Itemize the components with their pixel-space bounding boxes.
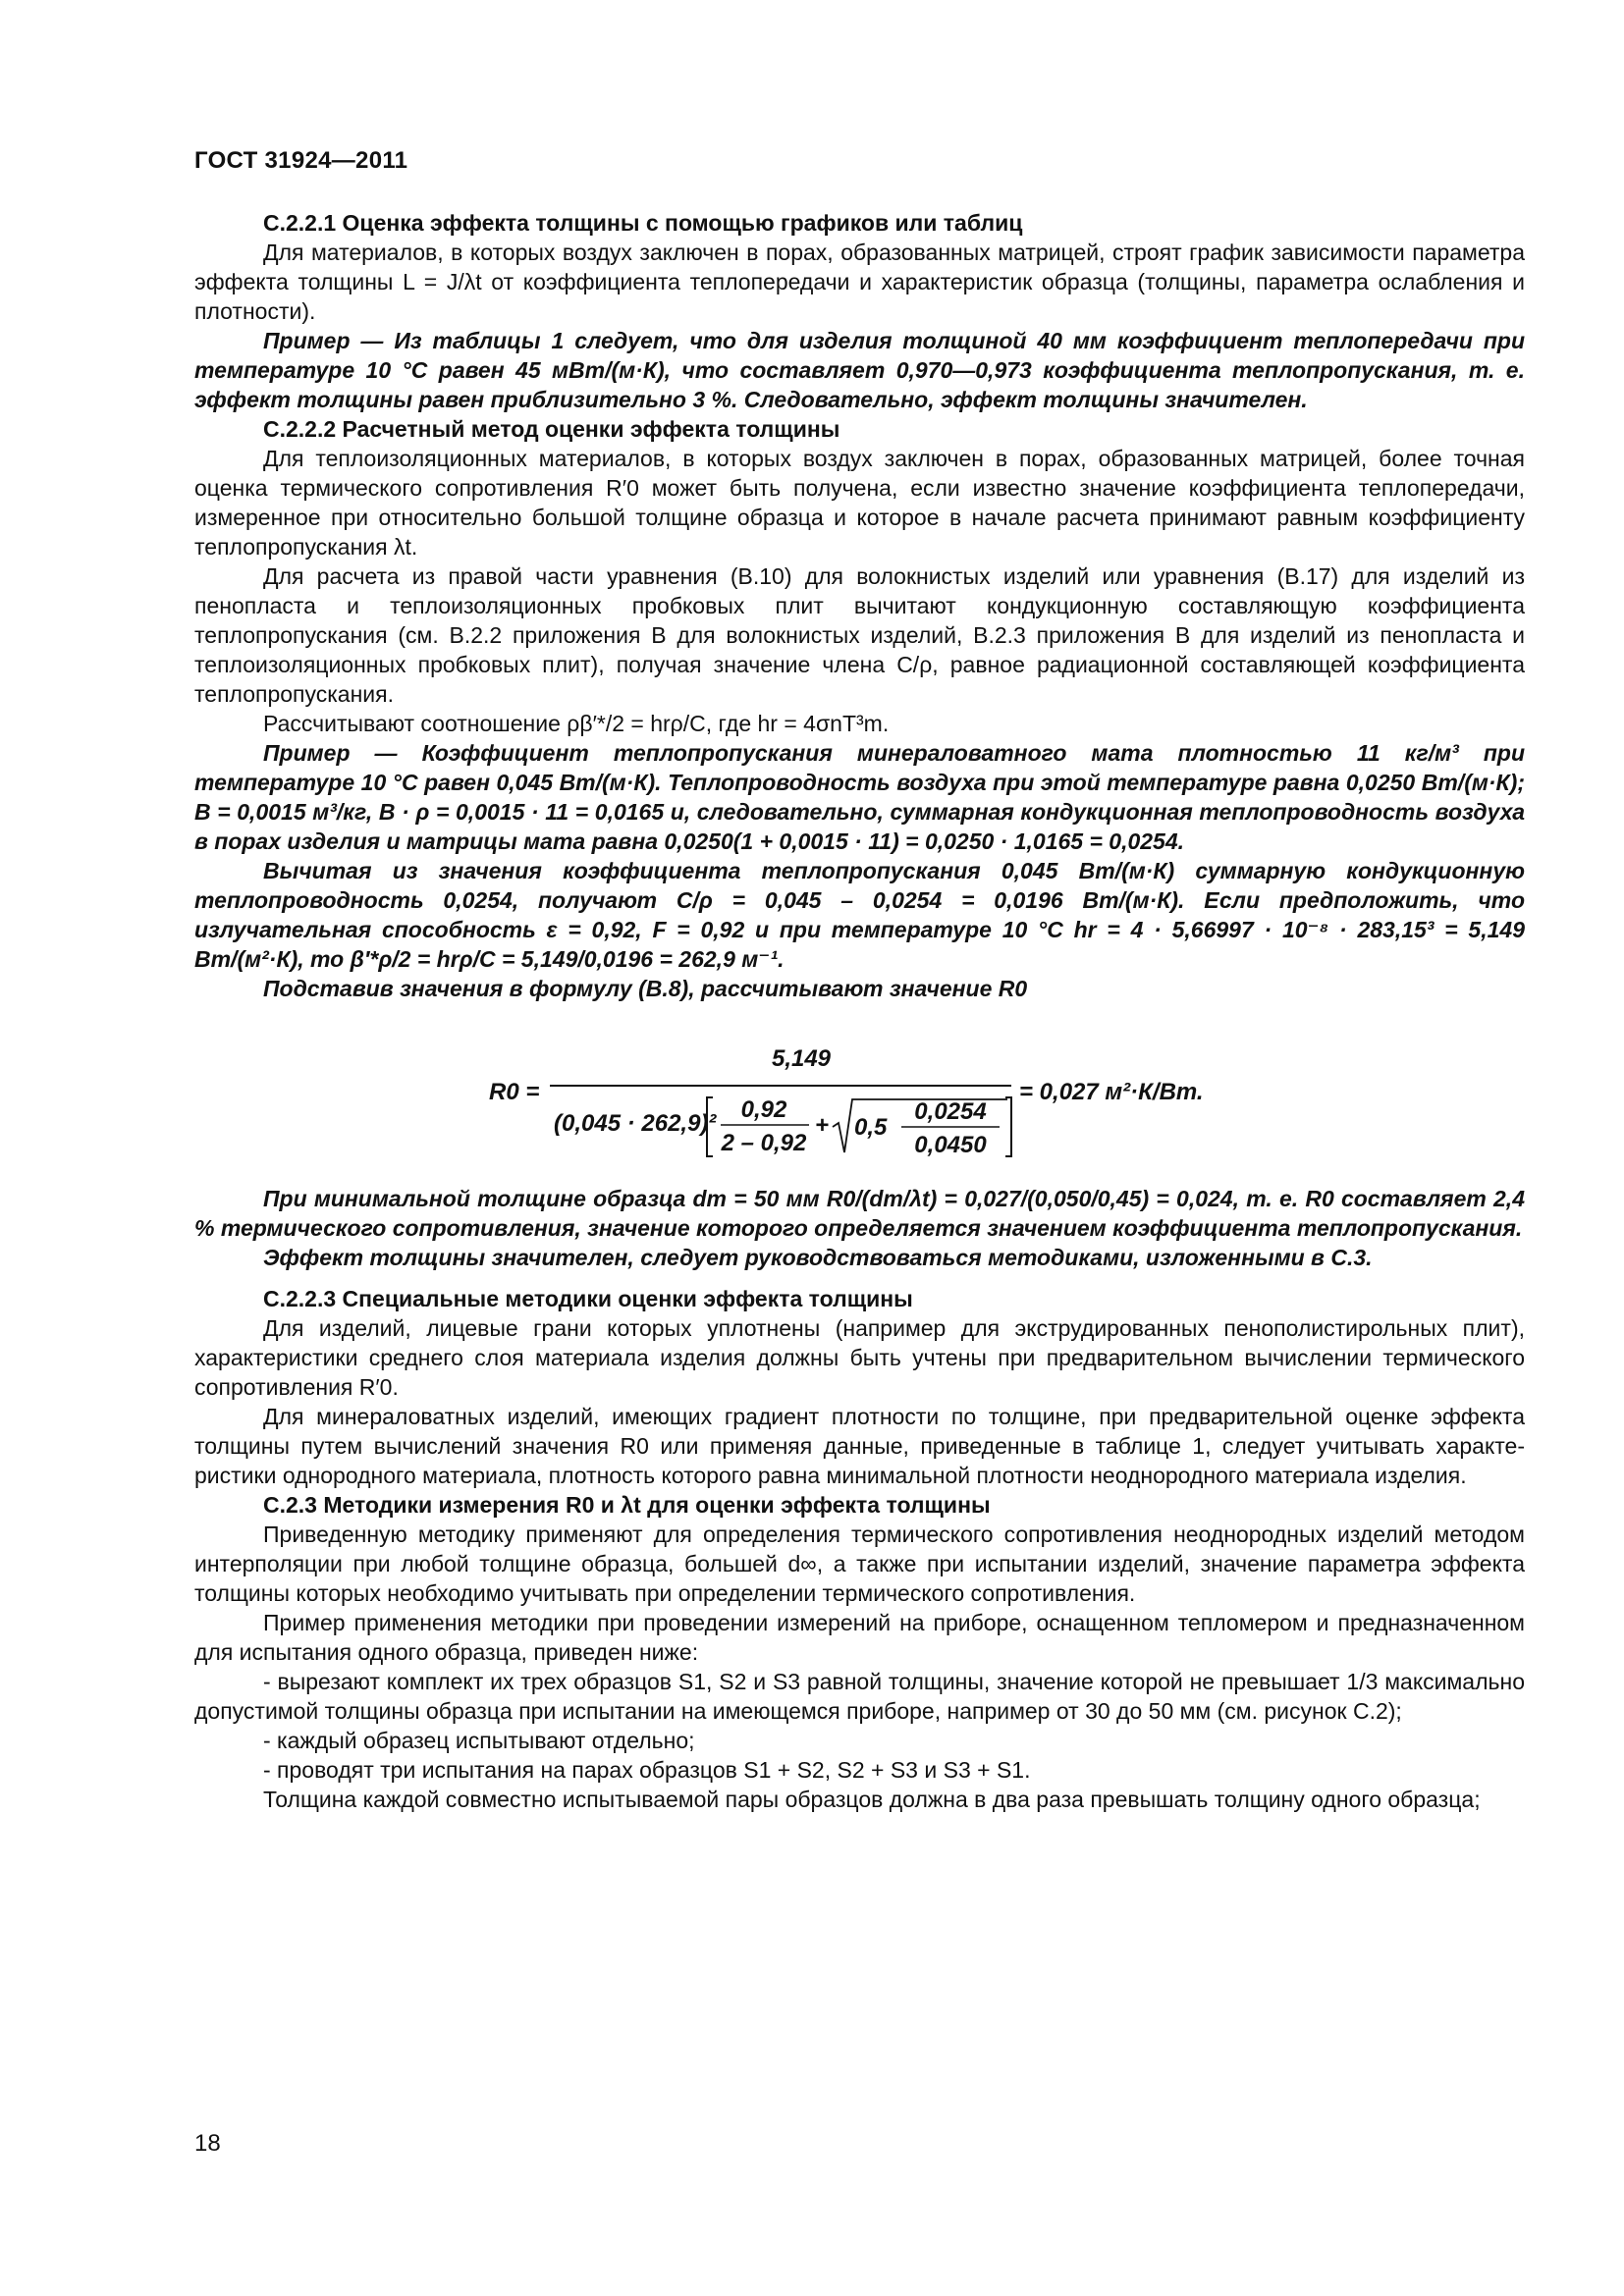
example-paragraph: Пример — Из таблицы 1 следует, что для изделия толщиной 40 мм коэффициент теплопередачи при температуре 10 °С равен 45 мВт/(м·К), что составляет 0,970—0,973 коэффициента теплопропускания, т. е. эффект толщины равен приблизительно 3 %. Следовательно, эффект толщины значителен. bbox=[194, 328, 1525, 412]
formula-numerator: 5,149 bbox=[771, 1045, 832, 1072]
paragraph: Для материалов, в которых воздух заключен в порах, образованных матрицей, строят график зависимости параметра эффекта толщины L = J/λt от коэффициента теплопередачи и характеристик образца (толщины, параметра ослабления и плотности). bbox=[194, 240, 1525, 324]
formula-factor: (0,045 · 262,9)² bbox=[554, 1110, 717, 1137]
formula-lhs: R0 = bbox=[489, 1079, 540, 1105]
paragraph: Для изделий, лицевые грани которых уплотнены (например для экструдированных пенополистирольных плит), характеристики среднего слоя материала изделия должны быть учтены при предварительном вычислении термического сопротивления R′0. bbox=[194, 1315, 1525, 1400]
page-number: 18 bbox=[194, 2130, 221, 2157]
paragraph: Толщина каждой совместно испытываемой пары образцов должна в два раза превышать толщину одного образца; bbox=[263, 1787, 1481, 1812]
document-body bbox=[194, 208, 1525, 1814]
section-heading-c2-3: С.2.3 Методики измерения R0 и λt для оценки эффекта толщины bbox=[263, 1492, 991, 1518]
formula-sqrt-coefficient: 0,5 bbox=[854, 1114, 888, 1141]
paragraph: Приведенную методику применяют для определения термического сопротивления неоднородных изделий методом интерполяции при любой толщине образца, большей d∞, а также при испытании изделий, значение параметра эффекта толщины которых необходимо учитывать при определении термического сопротивления. bbox=[194, 1522, 1525, 1606]
paragraph: Рассчитывают соотношение ρβ′*/2 = hrρ/C, где hr = 4σnT³m. bbox=[263, 711, 890, 736]
paragraph: Пример применения методики при проведении измерений на приборе, оснащенном тепломером и предназначенном для испытания одного образца, приведен ниже: bbox=[194, 1610, 1525, 1665]
formula-graphic bbox=[194, 1017, 1525, 1164]
list-item: - проводят три испытания на парах образцов S1 + S2, S2 + S3 и S3 + S1. bbox=[263, 1757, 1031, 1783]
formula-sqrt-numerator: 0,0254 bbox=[914, 1098, 987, 1125]
formula-right-bracket bbox=[1005, 1097, 1011, 1156]
example-paragraph: Пример — Коэффициент теплопропускания минераловатного мата плотностью 11 кг/м³ при температуре 10 °С равен 0,045 Вт/(м·К). Теплопроводность воздуха при этой температуре равна 0,0250 Вт/(м·К); B = 0,0015 м³/кг, B · ρ = 0,0015 · 11 = 0,0165 и, следовательно, суммарная кондукционная теплопроводность воздуха в порах изделия и матрицы мата равна 0,0250(1 + 0,0015 · 11) = 0,0250 · 1,0165 = 0,0254. bbox=[194, 740, 1525, 854]
paragraph: Для теплоизоляционных материалов, в которых воздух заключен в порах, образованных матрицей, более точная оценка термического сопротивления R′0 может быть получена, если известно значение коэффициента теплопередачи, измеренное при относительно большой толщине образца и которое в начале расчета принимают равным коэффициенту теплопропускания λt. bbox=[194, 446, 1525, 560]
list-item: - каждый образец испытывают отдельно; bbox=[263, 1728, 695, 1753]
section-heading-c2-2-3: С.2.2.3 Специальные методики оценки эффекта толщины bbox=[263, 1286, 913, 1311]
example-paragraph: Вычитая из значения коэффициента теплопропускания 0,045 Вт/(м·К) суммарную кондукционную теплопроводность 0,0254, получают C/ρ = 0,045 – 0,0254 = 0,0196 Вт/(м·К). Если предположить, что излучательная способность ε = 0,92, F = 0,92 и при температуре 10 °С hr = 4 · 5,66997 · 10⁻⁸ · 283,15³ = 5,149 Вт/(м²·К), то β′*ρ/2 = hrρ/C = 5,149/0,0196 = 262,9 м⁻¹. bbox=[194, 858, 1525, 972]
formula-plus: + bbox=[815, 1112, 830, 1139]
section-heading-c2-2-2: С.2.2.2 Расчетный метод оценки эффекта толщины bbox=[263, 416, 840, 442]
formula-r0 bbox=[194, 1017, 1525, 1164]
formula-inner-denominator: 2 – 0,92 bbox=[721, 1130, 807, 1156]
formula-sqrt-denominator: 0,0450 bbox=[914, 1132, 987, 1158]
list-item: - вырезают комплект их трех образцов S1, S2 и S3 равной толщины, значение которой не превышает 1/3 максимально допустимой толщины образца при испытании на имеющемся приборе, например от 30 до 50 мм (см. рисунок С.2); bbox=[194, 1669, 1525, 1724]
section-heading-c2-2-1: С.2.2.1 Оценка эффекта толщины с помощью графиков или таблиц bbox=[263, 210, 1023, 236]
example-paragraph: Подставив значения в формулу (В.8), рассчитывают значение R0 bbox=[263, 976, 1028, 1001]
document-header: ГОСТ 31924—2011 bbox=[194, 147, 408, 174]
example-paragraph: При минимальной толщине образца dm = 50 мм R0/(dm/λt) = 0,027/(0,050/0,45) = 0,024, т. е. R0 составляет 2,4 % термического сопротивления, значение которого определяется значением коэффициента теплопропускания. bbox=[194, 1186, 1525, 1241]
formula-inner-numerator: 0,92 bbox=[740, 1096, 787, 1123]
paragraph: Для расчета из правой части уравнения (В.10) для волокнистых изделий или уравнения (В.17) для изделий из пенопласта и теплоизоляционных пробковых плит вычитают кондукционную составляющую коэффициента теплопропускания (см. В.2.2 приложения В для волокнистых изделий, В.2.3 приложения В для изделий из пенопласта и теплоизоляционных пробковых плит), получая значение члена C/ρ, равное радиационной составляющей коэффициента теплопропускания. bbox=[194, 563, 1525, 707]
paragraph: Для минераловатных изделий, имеющих градиент плотности по толщине, при предварительной оценке эффекта толщины путем вычислений значения R0 или применяя данные, приведенные в таблице 1, следует учитывать характе-ристики однородного материала, плотность которого равна минимальной плотности неоднородного материала изделия. bbox=[194, 1404, 1525, 1488]
example-paragraph: Эффект толщины значителен, следует руководствоваться методиками, изложенными в С.3. bbox=[263, 1245, 1373, 1270]
formula-rhs: = 0,027 м²·К/Вт. bbox=[1019, 1079, 1204, 1105]
